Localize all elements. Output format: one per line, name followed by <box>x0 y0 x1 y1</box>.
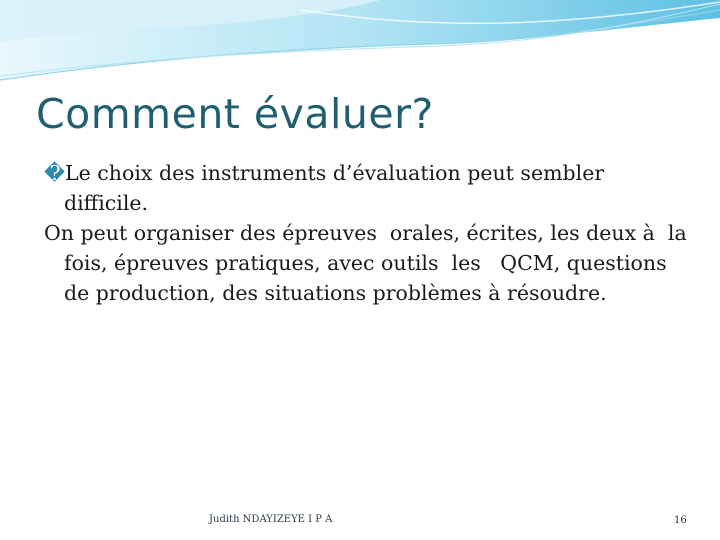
paragraph-choice <box>44 158 694 218</box>
footer-author: Judith NDAYIZEYE I P A <box>209 514 333 525</box>
bullet-icon: � <box>44 161 66 185</box>
slide-title: Comment évaluer? <box>36 90 434 138</box>
page-number: 16 <box>674 515 687 526</box>
paragraph-organise <box>44 218 694 308</box>
paragraph-text: On peut organiser des épreuves orales, écrites, les deux à la fois, épreuves pratiques, avec outils les QCM, questions de production, des situations problèmes à résoudre. <box>44 221 694 305</box>
paragraph-text: Le choix des instruments d’évaluation peut sembler difficile. <box>64 161 611 215</box>
header-wave-decoration <box>0 0 720 90</box>
slide-body <box>44 158 694 308</box>
